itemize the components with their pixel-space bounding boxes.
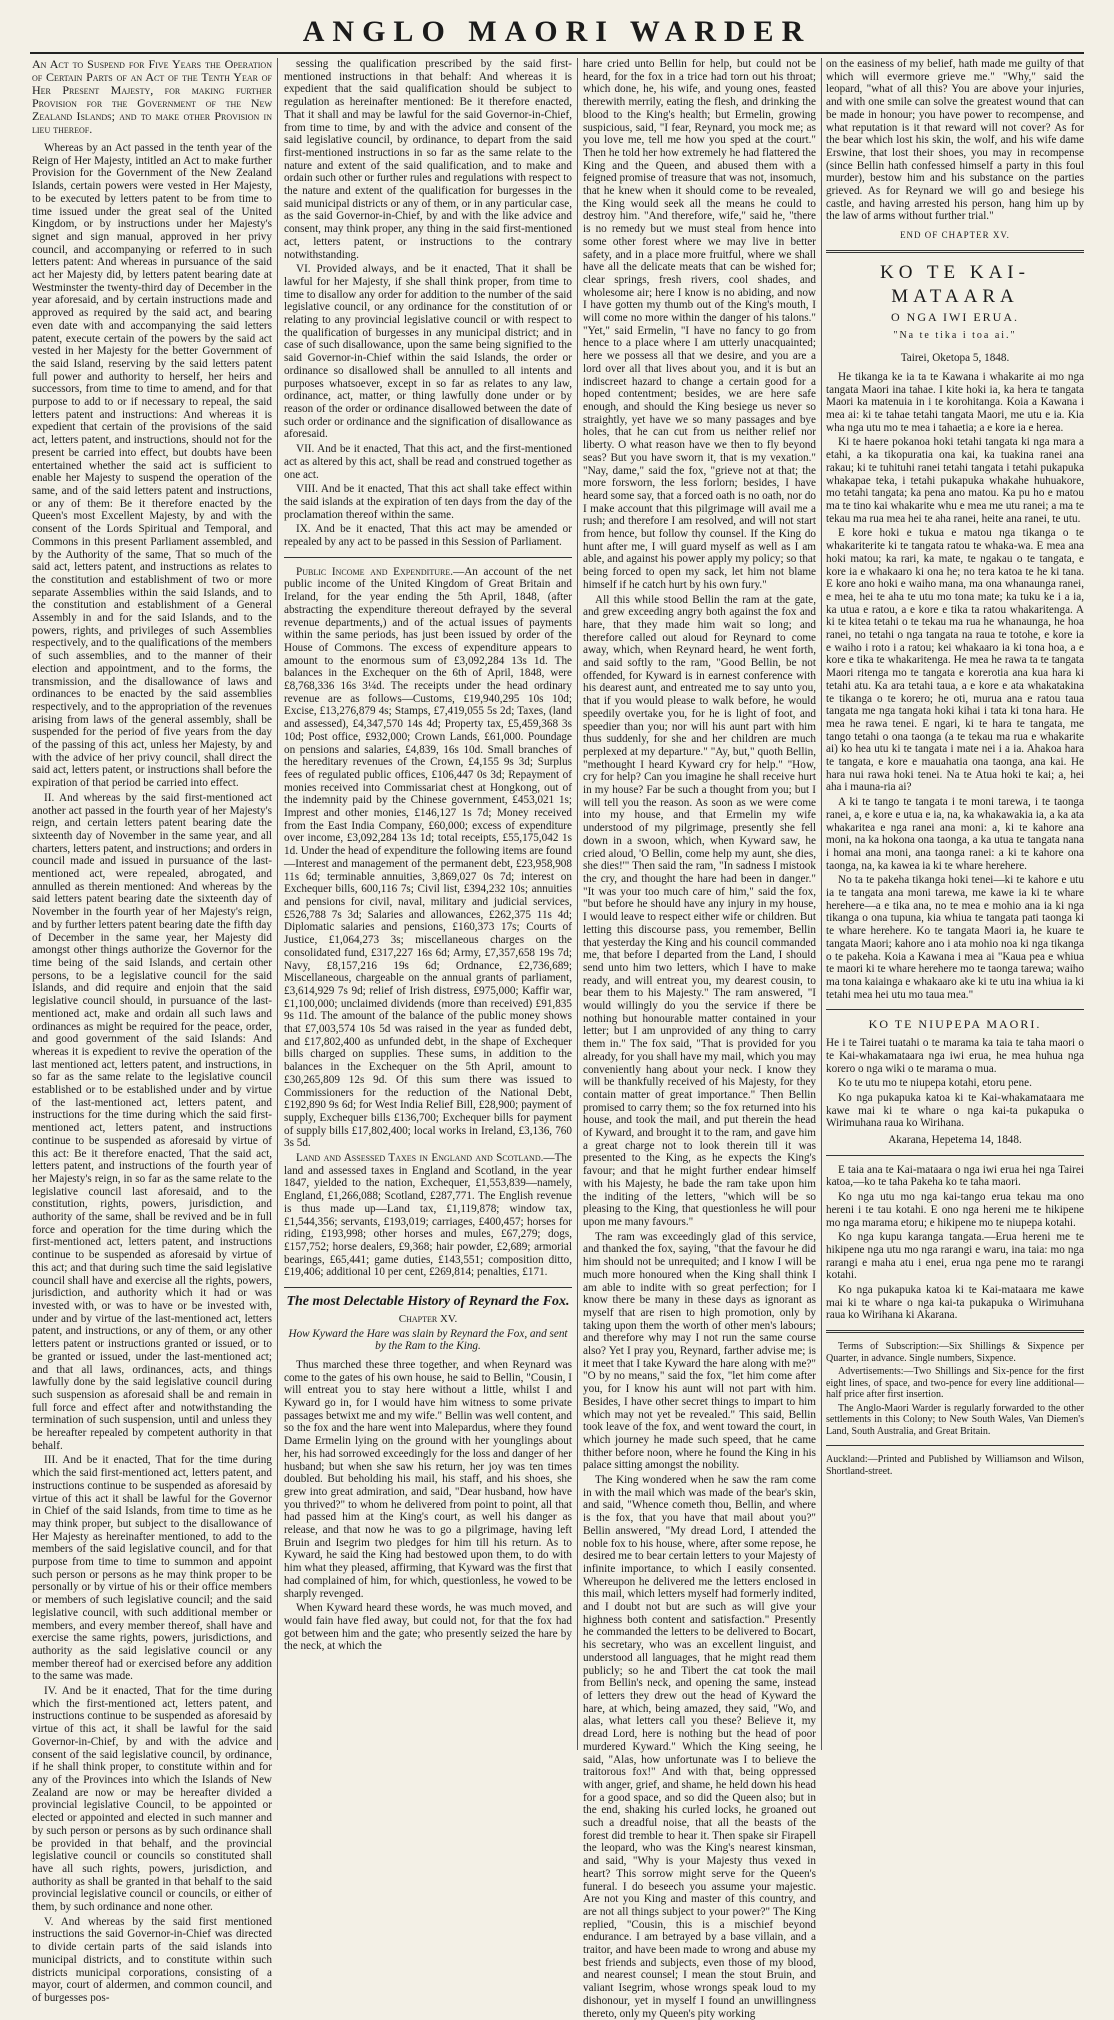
story-paragraph: All this while stood Bellin the ram at the gate, and grew exceeding angry both against the fox and hare, that they made him wait so long; and therefore called out aloud for Reynard to come away, which, when Reynard heard, he went forth, and said softly to the ram, "Good Bellin, be not offended, for Kyward is in earnest conference with his dearest aunt, and entreated me to say unto you, that if you would please to walk before, he would speedily overtake you, for he is light of foot, and speedier than you; nor will his aunt part with him thus suddenly, for she and her children are much perplexed at my departure." "Ay, but," quoth Bellin, "methought I heard Kyward cry for help." "How, cry for help? Can you imagine he shall receive hurt in my house? Far be such a thought from you; but I will tell you the reason. As soon as we were come into my house, and that Ermelin my wife understood of my pilgrimage, presently she fell down in a swoon, which, when Kyward saw, he cried aloud, 'O Bellin, come help my aunt, she dies, she dies!'" Then said the ram, "In sadness I mistook the cry, and thought the hare had been in danger." "It was your too much care of him," said the fox, "but before he should have any injury in my house, I would leave to respect either wife or children. But letting this discourse pass, you remember, Bellin that yesterday the King and his council commanded me, that before I departed from the Land, I should send unto him two letters, which I have to make ready, and will entreat you, my dearest cousin, to bear them to his Majesty." The ram answered, "I would willingly do you the service if there be nothing but honourable matter contained in your letter; but I am unprovided of any thing to carry them in." The fox said, "That is provided for you already, for you shall have my mail, which you may conveniently hang about your neck. I know they will be thankfully received of his Majesty, for they contain matter of great importance." Then Bellin promised to carry them; so the fox returned into his house, and took the mail, and put therein the head of Kyward, and brought it to the ram, and gave him a great charge not to look therein till it was presented to the King, as he expects the King's favour; and that he might further endear himself with his Majesty, he bade the ram take upon him the inditing of the letters, "which will be so pleasing to the King, that questionless he will pour upon me many favours." bbox=[583, 593, 816, 1228]
story-title: The most Delectable History of Reynard the Fox. bbox=[286, 1294, 570, 1310]
maori-paragraph: A ki te tango te tangata i te moni tarewa, i te taonga ranei, a, e kore e utua e ia, na, ka whakawakia ia, a ka ata whakaritea e nga ranei ana moni: a, ki te kahore ana moni, na ka hokona ona taonga, a ka utua te tangata nana i homai ana moni, ana taonga ranei: a ki te kahore ona taonga, na, ka kawea ia ki te whare herehere. bbox=[826, 796, 1084, 872]
masthead-title: ANGLO MAORI WARDER bbox=[302, 15, 812, 48]
act-paragraph: III. And be it enacted, That for the time during which the said first-mentioned act, letters patent, and instructions continue to be suspended as aforesaid by virtue of this act it shall be lawful for the Governor in Chief of the said Islands, from time to time as he may think proper, but subject to the disallowance of Her Majesty as hereinafter mentioned, to add to the members of the said legislative council, and for that purpose from time to time to summon and appoint such person or persons as he may think proper to be personally or by virtue of his or their office members or members of such legislative council; and the said legislative council, with such additional member or members, and every member thereof, shall have and exercise the same rights, powers, jurisdictions, and authority as the said legislative council or any member thereof had or exercised before any addition to the same was made. bbox=[32, 1454, 272, 1683]
printer-imprint: Auckland:—Printed and Published by Williamson and Wilson, Shortland-street. bbox=[826, 1454, 1084, 1477]
act-paragraph: IX. And be it enacted, That this act may be amended or repealed by any act to be passed in this Session of Parliament. bbox=[284, 523, 572, 549]
story-paragraph: hare cried unto Bellin for help, but could not be heard, for the fox in a trice had torn out his throat; which done, he, his wife, and young ones, feasted therewith merrily, eating the flesh, and drinking the blood to the King's health; but Ermelin, growing suspicious, said, "I fear, Reynard, you mock me; as you love me, tell me how you sped at the court." Then he told her how extremely he had flattered the King and the Queen, and abused them with a feigned promise of treasure that was not, insomuch, that he knew when it should come to be revealed, the King would seek all the means he could to destroy him. "And therefore, wife," said he, "there is no remedy but we must steal from hence into some other forest where we may live in better safety, and in a place more fruitful, where we shall have all the delicate meats that can be wished for; clear springs, fresh rivers, cool shades, and wholesome air; here I know is no abiding, and now I have gotten my thumb out of the King's mouth, I will come no more within the danger of his talons." "Yet," said Ermelin, "I have no fancy to go from hence to a place where I am utterly unacquainted; here we possess all that we desire, and you are a lord over all that lives about you, and it is but an indiscreet hazard to change a certain good for a hoped contentment; besides, we are here safe enough, and should the King besiege us never so straightly, yet have we so many passages and bye holes, that he can cut from us neither relief nor liberty. O what reason have we then to fly beyond seas? But you have sworn it, that is my vexation." "Nay, dame," said the fox, "grieve not at that; the more forsworn, the less forlorn; besides, I have heard some say, that a forced oath is no oath, nor do I make account that this pilgrimage will avail me a rush; and therefore I am resolved, and will not start from hence, but follow thy counsel. If the King do hunt after me, I will guard myself as well as I am able, and against his power apply my policy; so that being forced to open my sack, let him not blame himself if he catch hurt by his own fury." bbox=[583, 58, 816, 591]
column-3 bbox=[583, 58, 816, 2020]
column-rule bbox=[577, 58, 578, 1750]
separator bbox=[284, 1287, 572, 1288]
story-paragraph: The ram was exceedingly glad of this service, and thanked the fox, saying, "that the favour he did him should not be unrequited; and I know I will be much more honoured when the King shall think I am able to indite with so great perfection; for I know there be many in these days as ignorant as myself that are risen to high promotion, only by taking upon them the worth of other men's labours; and therefore why may I not run the same course also? Yet I pray you, Reynard, farther advise me; is it meet that I take Kyward the hare along with me?" "O by no means," said the fox, "let him come after you, for I know his aunt will not part with him. Besides, I have other secret things to impart to him which may not yet be revealed." This said, Bellin took leave of the fox, and went toward the court, in which journey he made such speed, that he came thither before noon, where he found the King in his palace sitting amongst the nobility. bbox=[583, 1230, 816, 1472]
maori-section-subtitle: O NGA IWI ERUA. bbox=[891, 309, 1019, 324]
act-paragraph: II. And whereas by the said first-mentioned act another act passed in the fourth year of her Majesty's reign, and certain letters patent bearing date the sixteenth day of November in the same year, and all charters, letters patent, and instructions; and orders in council made and issued in pursuance of the last-mentioned act, were repealed, abrogated, and annulled as therein mentioned: And whereas by the said letters patent bearing date the sixteenth day of November in the fourth year of her Majesty's reign, and by further letters patent bearing date the fifth day of December in the same year, her Majesty did amongst other things authorize the Governor for the time being of the said Islands, and certain other persons, to be a legislative council for the said Islands, and did require and enjoin that the said legislative council should, in pursuance of the last-mentioned act, make and ordain all such laws and ordinances as might be required for the peace, order, and good government of the said Islands: And whereas it is expedient to revive the operation of the last mentioned act, letters patent, and instructions, in so far as the same relate to the legislative council established or to be established under and by virtue of the last-mentioned act, letters patent, and instructions for the time during which the said first-mentioned act, letters patent, and instructions continue to be suspended as aforesaid by virtue of this act: Be it therefore enacted, That the said act, letters patent, and instructions of the fourth year of her Majesty's reign, in so far as the same relate to the legislative council last aforesaid, and to the constitution, rights, powers, jurisdiction, and authority of the same, shall be revived and be in full force and operation for the time during which the first-mentioned act, letters patent, and instructions continue to be suspended as aforesaid by virtue of this act; and that during such time the said legislative council shall have and exercise all the rights, powers, jurisdiction, and authority which it had or was invested with, or was to have or be invested with, under and by virtue of the last-mentioned act, letters patent, and instructions, or any of them, or any other letters patent or instructions granted or issued, or to be granted or issued, under the last-mentioned act; and that all laws, ordinances, acts, and things lawfully done by the said legislative council during such suspension as aforesaid shall be and remain in full force and effect after and notwithstanding the termination of such suspension, until and unless they be hereafter repealed by competent authority in that behalf. bbox=[32, 791, 272, 1452]
separator bbox=[826, 1009, 1084, 1010]
column-2 bbox=[284, 58, 572, 1748]
maori-paragraph: He tikanga ke ia ta te Kawana i whakarite ai mo nga tangata Maori ina tahae. I kite hoki ia, ka hera te tangata Maori ka matenuia in i te korohitanga. Koia a Kawana i mea ai: ki te tahae tetahi tangata Maori, me utu e ia. Kia wha nga utu mo te mea i tahaetia; a e kore ia e herea. bbox=[826, 370, 1084, 434]
chapter-subtitle: How Kyward the Hare was slain by Reynard the Fox, and sent by the Ram to the King. bbox=[288, 1327, 568, 1353]
story-paragraph: The King wondered when he saw the ram come in with the mail which was made of the bear's skin, and said, "Whence cometh thou, Bellin, and where is the fox, that you have that mail about you?" Bellin answered, "My dread Lord, I attended the noble fox to his house, where, after some repose, he desired me to bear certain letters to your Majesty of infinite importance, to which I easily consented. Whereupon he delivered me the letters enclosed in this mail, which letters myself had formerly indited, and I doubt not but are such as will give your highness both content and satisfaction." Presently he commanded the letters to be delivered to Bocart, his secretary, who was an excellent linguist, and understood all languages, that he might read them publicly; so he and Tibert the cat took the mail from Bellin's neck, and opening the same, instead of letters they drew out the head of Kyward the hare, at which, being amazed, they said, "Wo, and alas, what letters call you these? Believe it, my dread Lord, here is nothing but the head of poor murdered Kyward." Which the King seeing, he said, "Alas, how unfortunate was I to believe the traitorous fox!" And with that, being oppressed with anger, grief, and shame, he held down his head for a good space, and so did the Queen also; but in the end, shaking his curled locks, he groaned out such a dreadful noise, that all the beasts of the forest did tremble to hear it. Then spake sir Firapell the leopard, who was the King's nearest kinsman, and said, "Why is your Majesty thus vexed in heart? This sorrow might serve for the Queen's funeral. I do beseech you assume your majestic. Are not you King and master of this country, and are not all things subject to your power?" The King replied, "Cousin, this is a mischief beyond endurance. I am betrayed by a base villain, and a traitor, and have been made to wrong and abuse my best friends and subjects, even those of my blood, and nearest counsel; I mean the stout Bruin, and valiant Isegrim, whose wrongs speak loud to my dishonour, yet in myself I found an unwillingness thereto, only my Queen's pity working bbox=[583, 1474, 816, 2020]
maori-paragraph: E kore hoki e tukua e matou nga tikanga o te whakariterite ki te tangata ratou te whaka-wa. E mea ana hoki matou; ka rari, ka mate, te ngakau o te tangata, e kore ia e whakaaro ki ona he; no tera katoa te he ki tana. E kore ano hoki e waiho mana, ma ona whanaunga ranei, e mea, hei te aha te utu mo tona mate; ka tuku ke i a ia, ka utua e ratou, a e kore e tika ta ratou whakaritenga. A ki te kitea tetahi o te tekau ma rua he whanaunga, he hoa ranei, no tetahi o nga tangata na raua te totohe, e kore ia e waiho i roto i a ratou; kei whakaaro ia ki tona hoa, a e kore e tika te whakaritenga. He mea he rawa ta te tangata Maori ritenga mo te tangata e korerotia ana kua hara ki tetahi atu. Ka ara tetahi taua, a e kore e ata whakatakina te tikanga o te korero; he oti, murua ana e ratou taua tangata me nga tangata hoki kihai i tata ki tona hara. He mea he rawa tenei. E ngari, ki te hara te tangata, me tango tetahi o ona taonga (a te tekau ma rua e whakarite ai) ko hea utu ki te tangata i mate nei i a ia. Ahakoa hara te tangata, e kore e mauahatia ona taonga, ana kai. He hara nui rawa hoki tenei. Na te Atua hoki te kai; a, hei aha i mauna-ria ai? bbox=[826, 527, 1084, 794]
land-text: The land and assessed taxes in England and Scotland, in the year 1847, yielded to the nation, Exchequer, £1,553,839—namely, England, £1,266,088; Scotland, £287,771. The English revenue is thus made up—Land tax, £1,119,878; window tax, £1,544,356; servants, £193,019; carriages, £400,457; horses for riding, £193,998; other horses and mules, £67,279; dogs, £157,752; horse dealers, £9,368; hair powder, £2,689; armorial bearings, £65,441; game duties, £143,551; composition ditto, £19,406; additional 10 per cent, £269,814; penalties, £171. bbox=[284, 1152, 572, 1279]
income-heading: Public Income and Expenditure. bbox=[296, 565, 454, 578]
land-article: Land and Assessed Taxes in England and Scotland.—The land and assessed taxes in England and Scotland, in the year 1847, yielded to the nation, Exchequer, £1,553,839—namely, England, £1,266,088; Scotland, £287,771. The English revenue is thus made up—Land tax, £1,119,878; window tax, £1,544,356; servants, £193,019; carriages, £400,457; horses for riding, £193,998; other horses and mules, £67,279; dogs, £157,752; horse dealers, £9,368; hair powder, £2,689; armorial bearings, £65,441; game duties, £143,551; composition ditto, £19,406; additional 10 per cent, £269,814; penalties, £171. bbox=[284, 1152, 572, 1279]
notice-paragraph: E taia ana te Kai-mataara o nga iwi erua hei nga Tairei katoa,—ko te taha Pakeha ko te taha maori. bbox=[826, 1163, 1084, 1189]
separator bbox=[826, 1445, 1084, 1446]
act-paragraph: V. And whereas by the said first mentioned instructions the said Governor-in-Chief was directed to divide certain parts of the said islands into municipal districts, and to constitute within such districts municipal corporations, consisting of a mayor, court of aldermen, and common council, and of burgesses pos- bbox=[32, 1915, 272, 2004]
separator bbox=[826, 250, 1084, 253]
act-paragraph: VII. And be it enacted, That this act, and the first-mentioned act as altered by this act, shall be read and construed together as one act. bbox=[284, 443, 572, 481]
notice-paragraph: Ko nga utu mo nga kai-tango erua tekau ma ono hereni i te tau kotahi. E ono nga hereni me te hikipene mo nga marama etoru; e hikipene mo te niupepa kotahi. bbox=[826, 1191, 1084, 1229]
notice-date: Akarana, Hepetema 14, 1848. bbox=[888, 1134, 1022, 1147]
maori-paragraph: No ta te pakeha tikanga hoki tenei—ki te kahore e utu ia te tangata ana moni tarewa, me kawe ia ki te whare herehere—a e tika ana, no te mea e mohio ana ia ki nga tikanga o ona tupuna, kia whiua te tangata pati taonga ki te whare herehere. Ko te tangata Maori ia, he kuare te tangata Maori; kahore ano i ata mohio noa ki nga tikanga o te pakeha. Koia a Kawana i mea ai "Kaua pea e whiua te maori ki te whare herehere mo te taonga tarewa; waiho ma tona kaiainga e whakaaro ake ki te utu ina whiua ia ki tetahi mea hei utu mo taua mea." bbox=[826, 874, 1084, 1001]
story-paragraph: on the easiness of my belief, hath made me guilty of that which will evermore grieve me." "Why," said the leopard, "what of all this? You are above your injuries, and with one smile can solve the greatest wound that can be made in honour; you have power to recompense, and what reputation is it that reward will not cover? As for the bear which lost his skin, the wolf, and his wife dame Erswine, that lost their shoes, you may in recompense (since Bellin hath confessed himself a party in this foul murder), bestow him and his substance on the parties grieved. As for Reynard we will go and besiege his castle, and having arrested his person, hang him up by the law of arms without further trial." bbox=[826, 58, 1084, 223]
act-title: An Act to Suspend for Five Years the Operation of Certain Parts of an Act of the Tenth Year of Her Present Majesty, for making further Provision for the Government of the New Zealand Islands; and to make other Provision in lieu thereof. bbox=[32, 57, 272, 136]
story-paragraph: Thus marched these three together, and when Reynard was come to the gates of his own house, he said to Bellin, "Cousin, I will entreat you to stay here without a little, whilst I and Kyward go in, for I would have him witness to some private passages betwixt me and my wife." Bellin was well content, and so the fox and the hare went into Malepardus, where they found Dame Ermelin lying on the ground with her younglings about her, his had sorrowed exceedingly for the loss and danger of her husband; but when she saw his return, her joy was ten times doubled. But beholding his mail, his staff, and his shoes, she grew into great admiration, and said, "Dear husband, how have you thrived?" to whom he delivered from point to point, all that had passed him at the King's court, as well his danger as release, and that now he was to go a pilgrimage, having left Bruin and Isegrim two pledges for him till his return. As to Kyward, he said the King had bestowed upon them, to do with him what they pleased, affirming, that Kyward was the first that had complained of him, for which, questionless, he vowed to be sharply revenged. bbox=[284, 1358, 572, 1600]
act-paragraph: VIII. And be it enacted, That this act shall take effect within the said islands at the expiration of ten days from the day of the proclamation thereof within the same. bbox=[284, 483, 572, 521]
story-paragraph: When Kyward heard these words, he was much moved, and would fain have fled away, but could not, for that the fox had got between him and the gate; who presently seized the hare by the neck, at which the bbox=[284, 1602, 572, 1653]
act-paragraph: Whereas by an Act passed in the tenth year of the Reign of Her Majesty, intitled an Act to make further Provision for the Government of the New Zealand Islands, certain powers were vested in Her Majesty, to be executed by letters patent to be from time to time issued under the great seal of the United Kingdom, or by instructions under her Majesty's signet and sign manual, approved in her privy council, and accompanying or referred to in such letters patent: And whereas in pursuance of the said act her Majesty did, by letters patent bearing date at Westminster the twenty-third day of December in the year aforesaid, and by certain instructions made and approved as required by the said act, and bearing even date with and accompanying the said letters patent, execute certain of the powers by the said act vested in her Majesty for the better Government of the said Island, reserving by the said letters patent full power and authority to herself, her heirs and successors, from time to time to amend, and for that purpose to add to or if necessary to repeal, the said letters patent and instructions: And whereas it is expedient that certain of the provisions of the said act, letters patent, and instructions, should not for the present be carried into effect, but doubts have been entertained whether the said act is sufficient to enable her Majesty to suspend the operation of the same, and of the said letters patent and instructions, or any of them: Be it therefore enacted by the Queen's most Excellent Majesty, by and with the consent of the Lords Spiritual and Temporal, and Commons in this present Parliament assembled, and by the Authority of the same, That so much of the said act, letters patent, and instructions as relates to the constitution and establishment of two or more separate Assemblies within the said Islands, and to the constitution and establishment of a General Assembly in and for the said Islands, and to the powers, rights, and privileges of such Assemblies respectively, and to the qualifications of the members of such assemblies, and to the manner of their election and appointment, and to the forms, the transmission, and the disallowance of laws and ordinances to be enacted by the said assemblies respectively, and to the appropriation of the revenues arising from laws of the general assembly, shall be suspended for the period of five years from the day of the passing of this act, unless her Majesty, by and with the advice of her privy council, shall direct the said act, letters patent, or instructions shall before the expiration of that period be carried into effect. bbox=[32, 142, 272, 790]
notice-heading: KO TE NIUPEPA MAORI. bbox=[868, 1017, 1042, 1032]
advertisements-notice: Advertisements:—Two Shillings and Six-pence for the first eight lines, of space, and two-pence for every line additional—half price after first insertion. bbox=[826, 1366, 1084, 1401]
notice-paragraph: Ko te utu mo te niupepa kotahi, etoru pene. bbox=[838, 1077, 1032, 1090]
chapter-heading: Chapter XV. bbox=[398, 1312, 458, 1325]
maori-motto: "Na te tika i toa ai." bbox=[893, 329, 1017, 341]
act-paragraph: sessing the qualification prescribed by the said first-mentioned instructions in that behalf: And whereas it is expedient that the said qualification should be subject to regulation as hereinafter mentioned: Be it therefore enacted, That it shall and may be lawful for the said Governor-in-Chief, from time to time, by and with the advice and consent of the said legislative council, by ordinance, to depart from the said first-mentioned instructions in so far as the same relate to the nature and extent of the said qualification, and to make and ordain such other or further rules and regulations with respect to the nature and extent of the qualification for burgesses in the said municipal districts or any of them, or in any particular case, as the said Governor-in-Chief, by and with the like advice and consent, may think proper, any thing in the said first-mentioned act, letters patent, or instructions to the contrary notwithstanding. bbox=[284, 58, 572, 261]
act-paragraph: VI. Provided always, and be it enacted, That it shall be lawful for her Majesty, if she shall think proper, from time to time to disallow any order for addition to the number of the said legislative council, or any ordinance for the constitution of or relating to any provincial legislative council or with respect to the qualification of burgesses in any municipal district; and in case of such disallowance, upon the same being signified to the said Governor-in-Chief within the said Islands, the order or ordinance so disallowed shall be annulled to all intents and purposes whatsoever, except in so far as relates to any law, ordinance, act, matter, or thing lawfully done under or by reason of the order or ordinance disallowed between the date of such order or ordinance and the signification of disallowance as aforesaid. bbox=[284, 263, 572, 441]
distribution-notice: The Anglo-Maori Warder is regularly forwarded to the other settlements in this Colony; to New South Wales, Van Diemen's Land, South Australia, and Great Britain. bbox=[826, 1402, 1084, 1437]
notice-paragraph: Ko nga pukapuka katoa ki te Kai-whakamataara me kawe mai ki te whare o nga kai-ta pukapuka o Wirimuhana raua ko Wirihana. bbox=[826, 1091, 1084, 1130]
column-1 bbox=[32, 57, 272, 2004]
separator bbox=[826, 1330, 1084, 1333]
income-article: Public Income and Expenditure.—An account of the net public income of the United Kingdom of Great Britain and Ireland, for the year ending the 5th April, 1848, (after abstracting the expenditure thereout defrayed by the several revenue departments,) and of the actual issues of payments within the same periods, has just been issued by order of the House of Commons. The excess of expenditure appears to amount to the enormous sum of £3,092,284 13s 1d. The balances in the Exchequer on the 6th of April, 1848, were £8,768,336 16s 3¼d. The receipts under the head ordinary revenue are as follows—Customs, £19,940,295 10s 10d; Excise, £13,276,879 4s; Stamps, £7,419,055 5s 2d; Taxes, (land and assessed), £4,347,570 14s 4d; Property tax, £5,459,368 3s 10d; Post office, £932,000; Crown Lands, £61,000. Poundage on pensions and salaries, £4,839, 16s 10d. Small branches of the hereditary revenues of the Crown, £4,155 9s 3d; Surplus fees of regulated public offices, £106,447 0s 3d; Repayment of monies received into Commissariat chest at Hongkong, out of the indemnity paid by the Chinese government, £453,021 1s; Imprest and other monies, £146,127 1s 7d; Money received from the East India Company, £60,000; excess of expenditure over income, £3,092,284 13s 1d; total receipts, £55,175,042 1s 1d. Under the head of expenditure the following items are found—Interest and management of the permanent debt, £23,958,908 11s 6d; terminable annuities, 3,869,027 0s 7d; interest on Exchequer bills, 600,116 7s; Civil list, £394,232 10s; annuities and pensions for civil, naval, military and judicial services, £526,788 7s 3d; Salaries and allowances, £262,375 11s 4d; Diplomatic salaries and pensions, £160,373 17s; Courts of Justice, £1,064,273 3s; miscellaneous charges on the consolidated fund, £317,227 16s 6d; Army, £7,357,658 19s 7d; Navy, £8,157,216 19s 6d; Ordnance, £2,736,689; Miscellaneous, chargeable on the annual grants of parliament, £3,614,929 7s 9d; relief of Irish distress, £975,000; Kaffir war, £1,100,000; unclaimed dividends (more than received) £91,835 9s 11d. The amount of the balance of the public money shows that £7,003,574 10s 5d was raised in the year as funded debt, and £17,802,400 as unfunded debt, in the shape of Exchequer bills charged on supplies. These sums, in addition to the balances in the Exchequer on the 5th April, amount to £30,265,809 12s 9d. Of this sum there was issued to Commissioners for the reduction of the National Debt, £192,890 9s 6d; for West India Relief Bill, £28,900; payment of supply, Exchequer bills £136,700; Exchequer bills for payment of supply bills £17,802,400; local works in Ireland, £3,136, 760 3s 5d. bbox=[284, 565, 572, 1150]
maori-paragraph: Ki te haere pokanoa hoki tetahi tangata ki nga mara a etahi, a ka tikopuratia ona kai, ka tuakina ranei ana rakau; ki te tuhituhi ranei tetahi tangata i tetahi pukapuka whakapae teka, i tetahi pukapuka whakahe huhuakore, mo tetahi tangata; ka pena ano matou. Ka pu ho e matou ma te tino kai whakarite whu e mea me utu ranei; a ma te tekau ma rua mea hei te aha ranei, heite ana ranei, te utu. bbox=[826, 436, 1084, 525]
separator bbox=[826, 1155, 1084, 1156]
act-paragraph: IV. And be it enacted, That for the time during which the first-mentioned act, letters patent, and instructions continue to be suspended as aforesaid by virtue of this act, it shall be lawful for the said Governor-in-Chief, by and with the advice and consent of the said legislative council, by ordinance, if he shall think proper, to constitute within and for any of the Provinces into which the Islands of New Zealand are now or may be hereafter divided a provincial legislative Council, to be appointed or elected or appointed and elected in such manner and by such person or persons as by such ordinance shall be provided in that behalf, and the provincial legislative council or councils so constituted shall have all such rights, powers, jurisdiction, and authority as shall be granted in that behalf to the said provincial legislative council or councils, or either of them, by such ordinance and none other. bbox=[32, 1685, 272, 1914]
terms-notice: Terms of Subscription:—Six Shillings & Sixpence per Quarter, in advance. Single numbers, Sixpence. bbox=[826, 1341, 1084, 1364]
column-rule bbox=[277, 58, 278, 1750]
income-text: An account of the net public income of the United Kingdom of Great Britain and Ireland, for the year ending the 5th April, 1848, (after abstracting the expenditure thereout defrayed by the several revenue departments,) and of the actual issues of payments within the same periods, has just been issued by order of the House of Commons. The excess of expenditure appears to amount to the enormous sum of £3,092,284 13s 1d. The balances in the Exchequer on the 6th of April, 1848, were £8,768,336 16s 3¼d. The receipts under the head ordinary revenue are as follows—Customs, £19,940,295 10s 10d; Excise, £13,276,879 4s; Stamps, £7,419,055 5s 2d; Taxes, (land and assessed), £4,347,570 14s 4d; Property tax, £5,459,368 3s 10d; Post office, £932,000; Crown Lands, £61,000. Poundage on pensions and salaries, £4,839, 16s 10d. Small branches of the hereditary revenues of the Crown, £4,155 9s 3d; Surplus fees of regulated public offices, £106,447 0s 3d; Repayment of monies received into Commissariat chest at Hongkong, out of the indemnity paid by the Chinese government, £453,021 1s; Imprest and other monies, £146,127 1s 7d; Money received from the East India Company, £60,000; excess of expenditure over income, £3,092,284 13s 1d; total receipts, £55,175,042 1s 1d. Under the head of expenditure the following items are found—Interest and management of the permanent debt, £23,958,908 11s 6d; terminable annuities, 3,869,027 0s 7d; interest on Exchequer bills, 600,116 7s; Civil list, £394,232 10s; annuities and pensions for civil, naval, military and judicial services, £526,788 7s 3d; Salaries and allowances, £262,375 11s 4d; Diplomatic salaries and pensions, £160,373 17s; Courts of Justice, £1,064,273 3s; miscellaneous charges on the consolidated fund, £317,227 16s 6d; Army, £7,357,658 19s 7d; Navy, £8,157,216 19s 6d; Ordnance, £2,736,689; Miscellaneous, chargeable on the annual grants of parliament, £3,614,929 7s 9d; relief of Irish distress, £975,000; Kaffir war, £1,100,000; unclaimed dividends (more than received) £91,835 9s 11d. The amount of the balance of the public money shows that £7,003,574 10s 5d was raised in the year as funded debt, and £17,802,400 as unfunded debt, in the shape of Exchequer bills charged on supplies. These sums, in addition to the balances in the Exchequer on the 5th April, amount to £30,265,809 12s 9d. Of this sum there was issued to Commissioners for the reduction of the National Debt, £192,890 9s 6d; for West India Relief Bill, £28,900; payment of supply, Exchequer bills £136,700; Exchequer bills for payment of supply bills £17,802,400; local works in Ireland, £3,136, 760 3s 5d. bbox=[284, 565, 572, 1150]
notice-paragraph: He i te Tairei tuatahi o te marama ka taia te taha maori o te Kai-whakamataara nga iwi erua, he mea huhua nga korero o nga wiki o te marama o mua. bbox=[826, 1037, 1084, 1075]
end-of-chapter: END OF CHAPTER XV. bbox=[900, 230, 1010, 241]
land-heading: Land and Assessed Taxes in England and Scotland. bbox=[296, 1152, 544, 1165]
maori-section-title: KO TE KAI-MATAARA bbox=[880, 261, 1030, 307]
column-4 bbox=[826, 58, 1084, 1748]
maori-date: Tairei, Oketopa 5, 1848. bbox=[900, 352, 1010, 365]
column-rule bbox=[821, 58, 822, 1750]
separator bbox=[284, 557, 572, 558]
notice-paragraph: Ko nga pukapuka katoa ki te Kai-mataara me kawe mai ki te whare o nga kai-ta pukapuka o Wirimuhana raua ko Wirihana ki Akarana. bbox=[826, 1284, 1084, 1322]
notice-paragraph: Ko nga kupu karanga tangata.—Erua hereni me te hikipene nga utu mo nga rarangi e waru, ina taia: mo nga rarangi e maha atu i enei, erua nga pene mo te rarangi kotahi. bbox=[826, 1231, 1084, 1282]
masthead bbox=[30, 12, 1084, 54]
